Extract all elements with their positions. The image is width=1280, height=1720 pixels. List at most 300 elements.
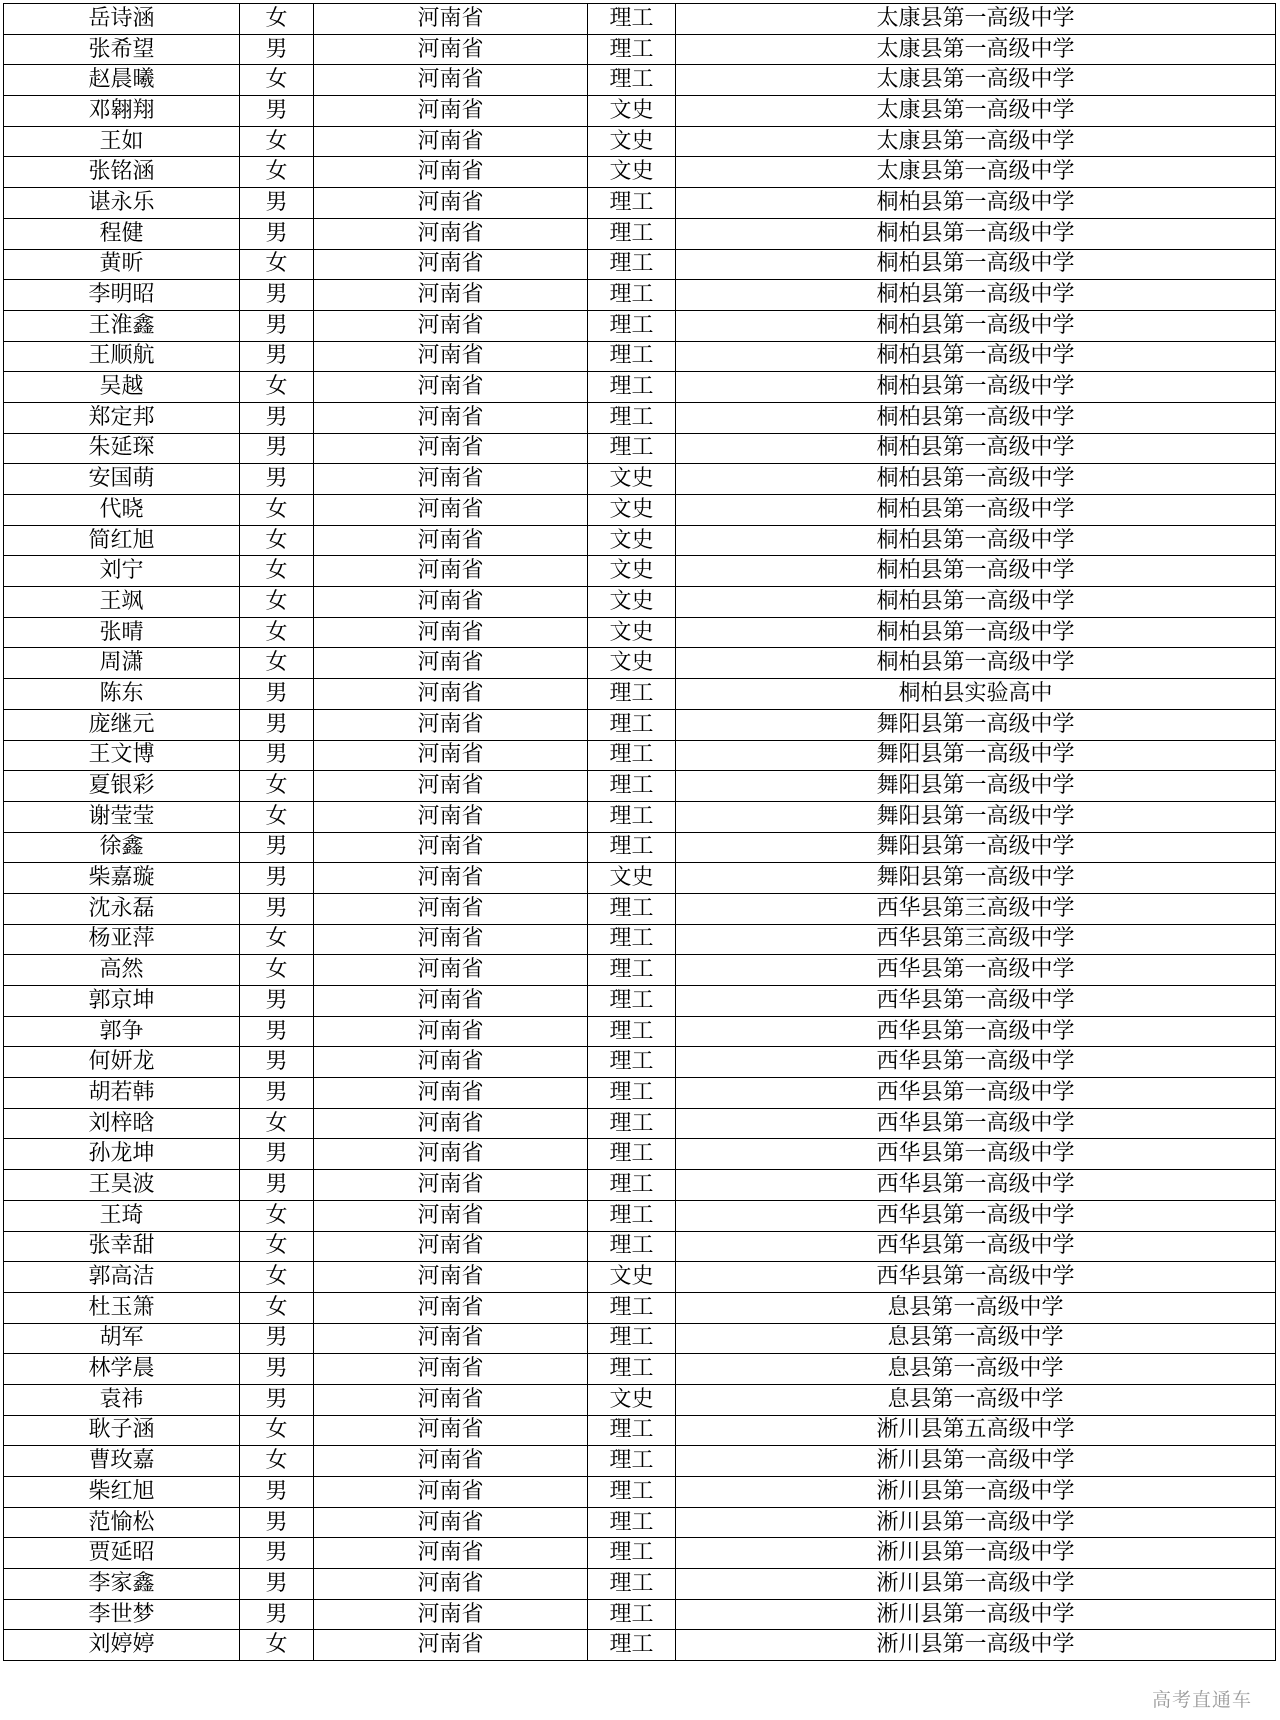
province-cell: 河南省	[314, 1630, 588, 1661]
gender-cell: 女	[240, 495, 314, 526]
track-cell: 理工	[588, 1415, 676, 1446]
school-cell: 桐柏县第一高级中学	[676, 188, 1276, 219]
province-cell: 河南省	[314, 341, 588, 372]
gender-cell: 男	[240, 1599, 314, 1630]
school-cell: 息县第一高级中学	[676, 1323, 1276, 1354]
gender-cell: 男	[240, 433, 314, 464]
school-cell: 舞阳县第一高级中学	[676, 832, 1276, 863]
province-cell: 河南省	[314, 402, 588, 433]
province-cell: 河南省	[314, 1384, 588, 1415]
school-cell: 舞阳县第一高级中学	[676, 740, 1276, 771]
gender-cell: 男	[240, 709, 314, 740]
track-cell: 理工	[588, 955, 676, 986]
table-row	[4, 433, 1276, 464]
province-cell: 河南省	[314, 1170, 588, 1201]
province-cell: 河南省	[314, 679, 588, 710]
school-cell: 桐柏县第一高级中学	[676, 218, 1276, 249]
gender-cell: 男	[240, 464, 314, 495]
school-cell: 淅川县第一高级中学	[676, 1446, 1276, 1477]
track-cell: 理工	[588, 1507, 676, 1538]
table-row	[4, 771, 1276, 802]
track-cell: 理工	[588, 924, 676, 955]
track-cell: 理工	[588, 310, 676, 341]
school-cell: 淅川县第一高级中学	[676, 1599, 1276, 1630]
province-cell: 河南省	[314, 433, 588, 464]
track-cell: 理工	[588, 1047, 676, 1078]
school-cell: 太康县第一高级中学	[676, 157, 1276, 188]
gender-cell: 男	[240, 1078, 314, 1109]
province-cell: 河南省	[314, 709, 588, 740]
table-row	[4, 648, 1276, 679]
track-cell: 理工	[588, 986, 676, 1017]
table-row	[4, 1507, 1276, 1538]
student-name-cell: 林学晨	[4, 1354, 240, 1385]
student-name-cell: 朱延琛	[4, 433, 240, 464]
table-row	[4, 986, 1276, 1017]
gender-cell: 女	[240, 1292, 314, 1323]
track-cell: 理工	[588, 1323, 676, 1354]
gender-cell: 女	[240, 1415, 314, 1446]
gender-cell: 男	[240, 1507, 314, 1538]
track-cell: 理工	[588, 679, 676, 710]
school-cell: 桐柏县第一高级中学	[676, 372, 1276, 403]
track-cell: 文史	[588, 1262, 676, 1293]
province-cell: 河南省	[314, 740, 588, 771]
student-name-cell: 何妍龙	[4, 1047, 240, 1078]
gender-cell: 女	[240, 1108, 314, 1139]
gender-cell: 男	[240, 1354, 314, 1385]
student-name-cell: 胡若韩	[4, 1078, 240, 1109]
table-row	[4, 1630, 1276, 1661]
gender-cell: 女	[240, 1200, 314, 1231]
table-row	[4, 1415, 1276, 1446]
student-name-cell: 耿子涵	[4, 1415, 240, 1446]
gender-cell: 男	[240, 310, 314, 341]
track-cell: 文史	[588, 157, 676, 188]
gender-cell: 男	[240, 341, 314, 372]
track-cell: 理工	[588, 1630, 676, 1661]
school-cell: 西华县第一高级中学	[676, 955, 1276, 986]
province-cell: 河南省	[314, 1446, 588, 1477]
track-cell: 理工	[588, 771, 676, 802]
school-cell: 淅川县第一高级中学	[676, 1507, 1276, 1538]
province-cell: 河南省	[314, 1415, 588, 1446]
gender-cell: 男	[240, 863, 314, 894]
school-cell: 太康县第一高级中学	[676, 65, 1276, 96]
school-cell: 西华县第一高级中学	[676, 1016, 1276, 1047]
student-name-cell: 郑定邦	[4, 402, 240, 433]
gender-cell: 女	[240, 771, 314, 802]
student-name-cell: 代晓	[4, 495, 240, 526]
school-cell: 桐柏县第一高级中学	[676, 433, 1276, 464]
table-row	[4, 1108, 1276, 1139]
gender-cell: 男	[240, 986, 314, 1017]
table-row	[4, 96, 1276, 127]
table-row	[4, 65, 1276, 96]
school-cell: 息县第一高级中学	[676, 1292, 1276, 1323]
student-name-cell: 范愉松	[4, 1507, 240, 1538]
province-cell: 河南省	[314, 249, 588, 280]
table-row	[4, 1569, 1276, 1600]
province-cell: 河南省	[314, 157, 588, 188]
gender-cell: 女	[240, 1262, 314, 1293]
table-row	[4, 218, 1276, 249]
gender-cell: 女	[240, 249, 314, 280]
track-cell: 理工	[588, 34, 676, 65]
track-cell: 理工	[588, 1200, 676, 1231]
table-row	[4, 310, 1276, 341]
school-cell: 淅川县第五高级中学	[676, 1415, 1276, 1446]
table-row	[4, 1446, 1276, 1477]
track-cell: 理工	[588, 1078, 676, 1109]
track-cell: 理工	[588, 740, 676, 771]
student-name-cell: 王淮鑫	[4, 310, 240, 341]
track-cell: 文史	[588, 525, 676, 556]
student-name-cell: 张幸甜	[4, 1231, 240, 1262]
track-cell: 文史	[588, 464, 676, 495]
school-cell: 西华县第一高级中学	[676, 1170, 1276, 1201]
student-name-cell: 王文博	[4, 740, 240, 771]
student-name-cell: 高然	[4, 955, 240, 986]
table-row	[4, 1231, 1276, 1262]
province-cell: 河南省	[314, 4, 588, 35]
gender-cell: 男	[240, 1139, 314, 1170]
table-row	[4, 1170, 1276, 1201]
school-cell: 舞阳县第一高级中学	[676, 771, 1276, 802]
student-name-cell: 安国萌	[4, 464, 240, 495]
table-row	[4, 402, 1276, 433]
track-cell: 理工	[588, 1569, 676, 1600]
school-cell: 西华县第三高级中学	[676, 924, 1276, 955]
school-cell: 西华县第一高级中学	[676, 1047, 1276, 1078]
school-cell: 西华县第一高级中学	[676, 1200, 1276, 1231]
student-name-cell: 张铭涵	[4, 157, 240, 188]
school-cell: 桐柏县第一高级中学	[676, 341, 1276, 372]
school-cell: 淅川县第一高级中学	[676, 1477, 1276, 1508]
track-cell: 文史	[588, 648, 676, 679]
student-name-cell: 刘婷婷	[4, 1630, 240, 1661]
school-cell: 淅川县第一高级中学	[676, 1538, 1276, 1569]
table-row	[4, 1292, 1276, 1323]
student-name-cell: 王顺航	[4, 341, 240, 372]
student-name-cell: 张希望	[4, 34, 240, 65]
school-cell: 桐柏县第一高级中学	[676, 310, 1276, 341]
school-cell: 西华县第一高级中学	[676, 1078, 1276, 1109]
student-name-cell: 简红旭	[4, 525, 240, 556]
gender-cell: 男	[240, 218, 314, 249]
province-cell: 河南省	[314, 96, 588, 127]
gender-cell: 男	[240, 280, 314, 311]
province-cell: 河南省	[314, 863, 588, 894]
track-cell: 理工	[588, 1108, 676, 1139]
track-cell: 理工	[588, 218, 676, 249]
track-cell: 理工	[588, 4, 676, 35]
province-cell: 河南省	[314, 1047, 588, 1078]
table-row	[4, 1016, 1276, 1047]
school-cell: 桐柏县第一高级中学	[676, 617, 1276, 648]
province-cell: 河南省	[314, 1108, 588, 1139]
watermark-text: 高考直通车	[1151, 1689, 1252, 1711]
gender-cell: 男	[240, 893, 314, 924]
track-cell: 理工	[588, 1231, 676, 1262]
student-name-cell: 刘梓晗	[4, 1108, 240, 1139]
student-name-cell: 李明昭	[4, 280, 240, 311]
table-row	[4, 1139, 1276, 1170]
student-name-cell: 王昊波	[4, 1170, 240, 1201]
track-cell: 理工	[588, 249, 676, 280]
province-cell: 河南省	[314, 280, 588, 311]
track-cell: 理工	[588, 1016, 676, 1047]
gender-cell: 女	[240, 924, 314, 955]
track-cell: 理工	[588, 1538, 676, 1569]
track-cell: 文史	[588, 1384, 676, 1415]
table-row	[4, 341, 1276, 372]
table-row	[4, 1354, 1276, 1385]
student-name-cell: 王如	[4, 126, 240, 157]
province-cell: 河南省	[314, 801, 588, 832]
table-row	[4, 709, 1276, 740]
gender-cell: 女	[240, 648, 314, 679]
school-cell: 桐柏县第一高级中学	[676, 280, 1276, 311]
gender-cell: 男	[240, 740, 314, 771]
province-cell: 河南省	[314, 556, 588, 587]
track-cell: 理工	[588, 801, 676, 832]
province-cell: 河南省	[314, 1016, 588, 1047]
track-cell: 理工	[588, 1354, 676, 1385]
student-name-cell: 杨亚萍	[4, 924, 240, 955]
province-cell: 河南省	[314, 893, 588, 924]
school-cell: 西华县第一高级中学	[676, 1262, 1276, 1293]
gender-cell: 男	[240, 1538, 314, 1569]
student-name-cell: 郭京坤	[4, 986, 240, 1017]
table-row	[4, 4, 1276, 35]
table-row	[4, 157, 1276, 188]
table-row	[4, 832, 1276, 863]
province-cell: 河南省	[314, 310, 588, 341]
gender-cell: 男	[240, 34, 314, 65]
gender-cell: 男	[240, 1047, 314, 1078]
table-row	[4, 1384, 1276, 1415]
province-cell: 河南省	[314, 1078, 588, 1109]
gender-cell: 男	[240, 188, 314, 219]
track-cell: 理工	[588, 1446, 676, 1477]
roster-sheet	[3, 3, 1275, 1717]
student-name-cell: 柴红旭	[4, 1477, 240, 1508]
province-cell: 河南省	[314, 1200, 588, 1231]
school-cell: 太康县第一高级中学	[676, 34, 1276, 65]
school-cell: 淅川县第一高级中学	[676, 1630, 1276, 1661]
student-name-cell: 袁祎	[4, 1384, 240, 1415]
track-cell: 理工	[588, 1292, 676, 1323]
track-cell: 文史	[588, 495, 676, 526]
school-cell: 桐柏县实验高中	[676, 679, 1276, 710]
table-row	[4, 464, 1276, 495]
school-cell: 舞阳县第一高级中学	[676, 801, 1276, 832]
table-row	[4, 126, 1276, 157]
province-cell: 河南省	[314, 1323, 588, 1354]
track-cell: 理工	[588, 341, 676, 372]
school-cell: 桐柏县第一高级中学	[676, 464, 1276, 495]
table-row	[4, 924, 1276, 955]
table-row	[4, 1262, 1276, 1293]
province-cell: 河南省	[314, 34, 588, 65]
province-cell: 河南省	[314, 495, 588, 526]
table-row	[4, 556, 1276, 587]
province-cell: 河南省	[314, 955, 588, 986]
table-row	[4, 1323, 1276, 1354]
student-name-cell: 孙龙坤	[4, 1139, 240, 1170]
gender-cell: 男	[240, 1384, 314, 1415]
roster-table	[3, 3, 1276, 1661]
gender-cell: 女	[240, 372, 314, 403]
table-row	[4, 525, 1276, 556]
student-name-cell: 程健	[4, 218, 240, 249]
school-cell: 西华县第一高级中学	[676, 1139, 1276, 1170]
table-row	[4, 1599, 1276, 1630]
student-name-cell: 周潇	[4, 648, 240, 679]
table-row	[4, 617, 1276, 648]
student-name-cell: 徐鑫	[4, 832, 240, 863]
school-cell: 淅川县第一高级中学	[676, 1569, 1276, 1600]
table-row	[4, 801, 1276, 832]
school-cell: 太康县第一高级中学	[676, 126, 1276, 157]
track-cell: 文史	[588, 587, 676, 618]
province-cell: 河南省	[314, 464, 588, 495]
gender-cell: 女	[240, 1231, 314, 1262]
school-cell: 息县第一高级中学	[676, 1384, 1276, 1415]
school-cell: 桐柏县第一高级中学	[676, 495, 1276, 526]
track-cell: 文史	[588, 556, 676, 587]
province-cell: 河南省	[314, 1292, 588, 1323]
province-cell: 河南省	[314, 617, 588, 648]
student-name-cell: 庞继元	[4, 709, 240, 740]
school-cell: 西华县第一高级中学	[676, 1231, 1276, 1262]
school-cell: 桐柏县第一高级中学	[676, 556, 1276, 587]
province-cell: 河南省	[314, 372, 588, 403]
school-cell: 桐柏县第一高级中学	[676, 402, 1276, 433]
student-name-cell: 沈永磊	[4, 893, 240, 924]
school-cell: 西华县第一高级中学	[676, 1108, 1276, 1139]
province-cell: 河南省	[314, 587, 588, 618]
student-name-cell: 谢莹莹	[4, 801, 240, 832]
gender-cell: 女	[240, 617, 314, 648]
track-cell: 理工	[588, 893, 676, 924]
gender-cell: 女	[240, 126, 314, 157]
table-row	[4, 1538, 1276, 1569]
student-name-cell: 郭争	[4, 1016, 240, 1047]
gender-cell: 女	[240, 801, 314, 832]
track-cell: 理工	[588, 433, 676, 464]
student-name-cell: 郭高洁	[4, 1262, 240, 1293]
gender-cell: 女	[240, 587, 314, 618]
gender-cell: 女	[240, 4, 314, 35]
student-name-cell: 夏银彩	[4, 771, 240, 802]
province-cell: 河南省	[314, 771, 588, 802]
table-row	[4, 1078, 1276, 1109]
student-name-cell: 岳诗涵	[4, 4, 240, 35]
province-cell: 河南省	[314, 1507, 588, 1538]
gender-cell: 女	[240, 1630, 314, 1661]
gender-cell: 男	[240, 1569, 314, 1600]
gender-cell: 男	[240, 1016, 314, 1047]
province-cell: 河南省	[314, 1231, 588, 1262]
school-cell: 舞阳县第一高级中学	[676, 709, 1276, 740]
track-cell: 理工	[588, 1170, 676, 1201]
school-cell: 西华县第一高级中学	[676, 986, 1276, 1017]
table-row	[4, 495, 1276, 526]
school-cell: 西华县第三高级中学	[676, 893, 1276, 924]
student-name-cell: 刘宁	[4, 556, 240, 587]
student-name-cell: 杜玉箫	[4, 1292, 240, 1323]
student-name-cell: 赵晨曦	[4, 65, 240, 96]
province-cell: 河南省	[314, 126, 588, 157]
province-cell: 河南省	[314, 924, 588, 955]
gender-cell: 女	[240, 525, 314, 556]
table-row	[4, 1047, 1276, 1078]
province-cell: 河南省	[314, 65, 588, 96]
track-cell: 理工	[588, 372, 676, 403]
province-cell: 河南省	[314, 1569, 588, 1600]
gender-cell: 女	[240, 1446, 314, 1477]
table-row	[4, 372, 1276, 403]
track-cell: 理工	[588, 1599, 676, 1630]
student-name-cell: 李世梦	[4, 1599, 240, 1630]
gender-cell: 男	[240, 1323, 314, 1354]
gender-cell: 女	[240, 157, 314, 188]
table-row	[4, 1200, 1276, 1231]
province-cell: 河南省	[314, 1139, 588, 1170]
track-cell: 理工	[588, 280, 676, 311]
student-name-cell: 王琦	[4, 1200, 240, 1231]
track-cell: 理工	[588, 188, 676, 219]
school-cell: 太康县第一高级中学	[676, 96, 1276, 127]
school-cell: 桐柏县第一高级中学	[676, 648, 1276, 679]
gender-cell: 男	[240, 96, 314, 127]
school-cell: 桐柏县第一高级中学	[676, 525, 1276, 556]
table-row	[4, 740, 1276, 771]
track-cell: 理工	[588, 832, 676, 863]
province-cell: 河南省	[314, 218, 588, 249]
student-name-cell: 黄昕	[4, 249, 240, 280]
province-cell: 河南省	[314, 1538, 588, 1569]
table-row	[4, 249, 1276, 280]
province-cell: 河南省	[314, 188, 588, 219]
table-row	[4, 280, 1276, 311]
track-cell: 理工	[588, 1477, 676, 1508]
table-row	[4, 1477, 1276, 1508]
student-name-cell: 吴越	[4, 372, 240, 403]
gender-cell: 男	[240, 1477, 314, 1508]
province-cell: 河南省	[314, 648, 588, 679]
gender-cell: 男	[240, 679, 314, 710]
track-cell: 理工	[588, 65, 676, 96]
table-row	[4, 679, 1276, 710]
student-name-cell: 张晴	[4, 617, 240, 648]
student-name-cell: 王飒	[4, 587, 240, 618]
student-name-cell: 贾延昭	[4, 1538, 240, 1569]
roster-table-body	[4, 4, 1276, 1661]
province-cell: 河南省	[314, 832, 588, 863]
province-cell: 河南省	[314, 1477, 588, 1508]
student-name-cell: 李家鑫	[4, 1569, 240, 1600]
table-row	[4, 863, 1276, 894]
table-row	[4, 893, 1276, 924]
student-name-cell: 谌永乐	[4, 188, 240, 219]
track-cell: 文史	[588, 96, 676, 127]
track-cell: 理工	[588, 402, 676, 433]
track-cell: 文史	[588, 863, 676, 894]
student-name-cell: 柴嘉璇	[4, 863, 240, 894]
